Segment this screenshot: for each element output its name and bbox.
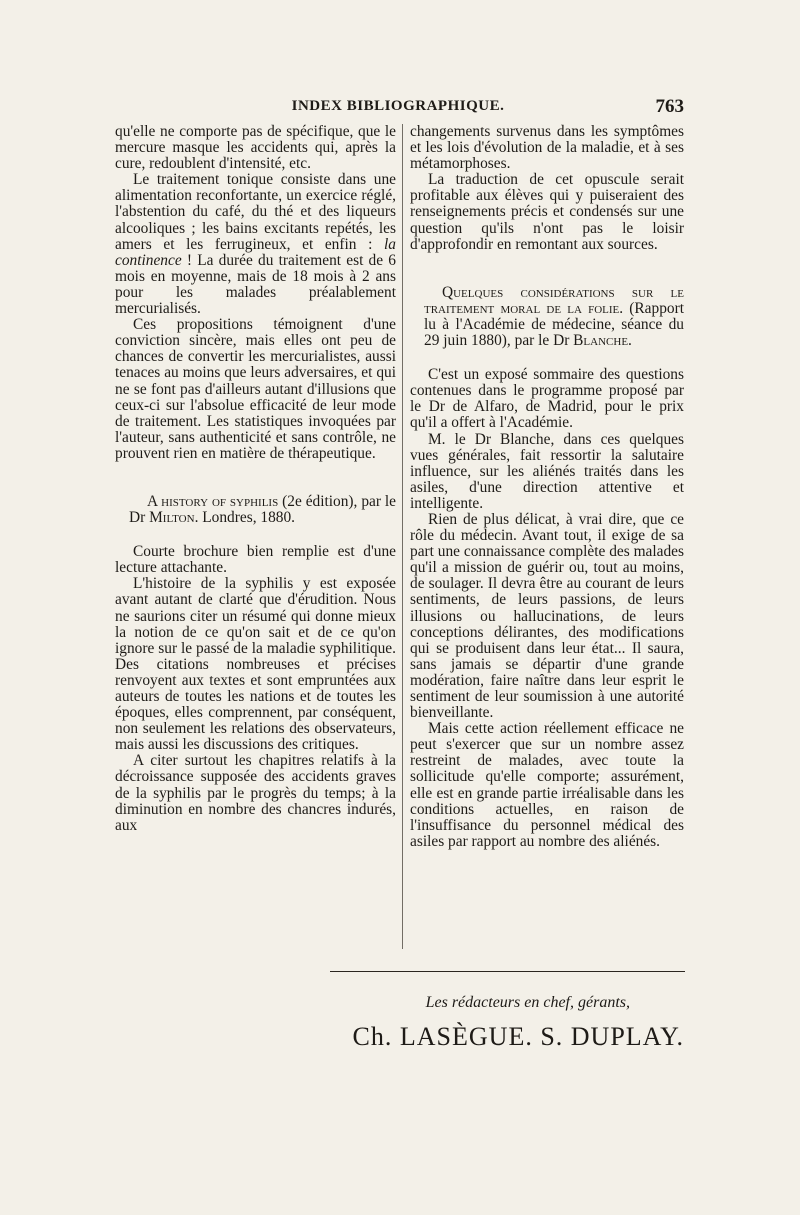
- paragraph: Rien de plus délicat, à vrai dire, que ce rôle du médecin. Avant tout, il exige de sa part une connaissance complète des malades qu'il a mission de guérir ou, tout au moins, de soulager. Il devra être au courant de leurs sentiments, de leurs passions, de leurs illusions ou hallucinations, de leurs conceptions délirantes, des modifications qui se produisent dans leur état... Il saura, sans jamais se départir d'une grande modération, faire naître dans leur esprit le sentiment de leur soumission à une autorité bienveillante.: [410, 510, 684, 722]
- entry-author: Blanche: [573, 332, 629, 350]
- running-title: INDEX BIBLIOGRAPHIQUE.: [291, 98, 505, 114]
- entry-end: .: [628, 332, 632, 350]
- paragraph: La traduction de cet opuscule serait profitable aux élèves qui y puiseraient des renseignements précis et condensés sur une question qu'ils n'ont pas le loisir d'approfondir en remontant aux sources.: [410, 171, 684, 253]
- spacer: [410, 349, 684, 367]
- paragraph: M. le Dr Blanche, dans ces quelques vues générales, fait ressortir la salutaire influence, sur les aliénés traités dans les asiles, d'une direction attentive et intelligente.: [410, 430, 684, 512]
- paragraph: Courte brochure bien remplie est d'une lecture attachante.: [115, 543, 396, 577]
- paragraph: [115, 172, 396, 317]
- page-number: 763: [655, 96, 684, 117]
- entry-author: Milton: [149, 509, 195, 527]
- paragraph: Ces propositions témoignent d'une conviction sincère, mais elles ont peu de chances de convertir les mercurialistes, aussi tenaces au moins que leurs adversaires, et qui ne se font pas d'ailleurs autant d'illusions que ceux-ci sur l'absolue efficacité de leur mode de traitement. Les statistiques invoquées par l'auteur, sans authenticité et sans contrôle, ne prouvent rien en matière de thérapeutique.: [115, 316, 396, 462]
- bibliography-entry-title: [410, 285, 684, 349]
- editors-names: Ch. LASÈGUE. S. DUPLAY.: [352, 1022, 684, 1051]
- entry-title-text: A history of syphilis: [147, 492, 279, 510]
- paragraph: Mais cette action réellement efficace ne peut s'exercer que sur un nombre assez restreint de malades, avec toute la sollicitude qu'elle comporte; assurément, elle est en grande partie irréalisable dans les conditions actuelles, en raison de l'insuffisance du personnel médical des asiles par rapport au nombre des aliénés.: [410, 720, 684, 850]
- spacer: [410, 253, 684, 285]
- paragraph: changements survenus dans les symptômes et les lois d'évolution de la maladie, et à ses métamorphoses.: [410, 123, 684, 173]
- left-column: [115, 124, 396, 834]
- footer-rule: [330, 971, 685, 972]
- spacer: [115, 462, 396, 494]
- entry-title-text: Quelques considérations sur le traitement moral de la folie.: [424, 283, 684, 317]
- text-run: Le traitement tonique consiste dans une alimentation reconfortante, un exercice réglé, l'abstention du café, du thé et des liqueurs alcooliques ; les bains excitants repétés, les amers et les ferrugineux, et enfin :: [115, 171, 396, 253]
- entry-edition: (2e édition), par le Dr: [129, 492, 396, 527]
- paragraph: L'histoire de la syphilis y est exposée avant autant de clarté que d'érudition. Nous ne saurions citer un résumé qui donne mieux la notion de ce qu'on sait et de ce qu'on ignore sur le passé de la maladie syphilitique. Des citations nombreuses et précises renvoyent aux textes et sont empruntées aux auteurs de toutes les nations et de toutes les époques, elles comprennent, par conséquent, non seulement les relations des observateurs, mais aussi les discussions des critiques.: [115, 575, 396, 754]
- entry-place: . Londres, 1880.: [194, 509, 296, 527]
- italic-text: la continence: [115, 235, 396, 269]
- page-header: [112, 98, 684, 120]
- entry-detail: (Rapport lu à l'Académie de médecine, séance du 29 juin 1880), par le Dr: [424, 299, 684, 350]
- bibliography-entry-title: [115, 494, 396, 526]
- paragraph: qu'elle ne comporte pas de spécifique, que le mercure masque les accidents qui, après la cure, redoublent d'intensité, etc.: [115, 123, 396, 173]
- right-column: [410, 124, 684, 850]
- text-run: ! La durée du traitement est de 6 mois en moyenne, mais de 18 mois à 2 ans pour les malades préalablement mercurialisés.: [115, 251, 396, 318]
- spacer: [115, 526, 396, 544]
- column-divider: [402, 124, 403, 949]
- paragraph: C'est un exposé sommaire des questions contenues dans le programme proposé par le Dr de Alfaro, de Madrid, pour le prix qu'il a offert à l'Académie.: [410, 366, 684, 432]
- signature-line: Les rédacteurs en chef, gérants,: [425, 994, 630, 1011]
- paragraph: A citer surtout les chapitres relatifs à la décroissance supposée des accidents graves de la syphilis par le progrès du temps; à la diminution en nombre des chancres indurés, aux: [115, 752, 396, 834]
